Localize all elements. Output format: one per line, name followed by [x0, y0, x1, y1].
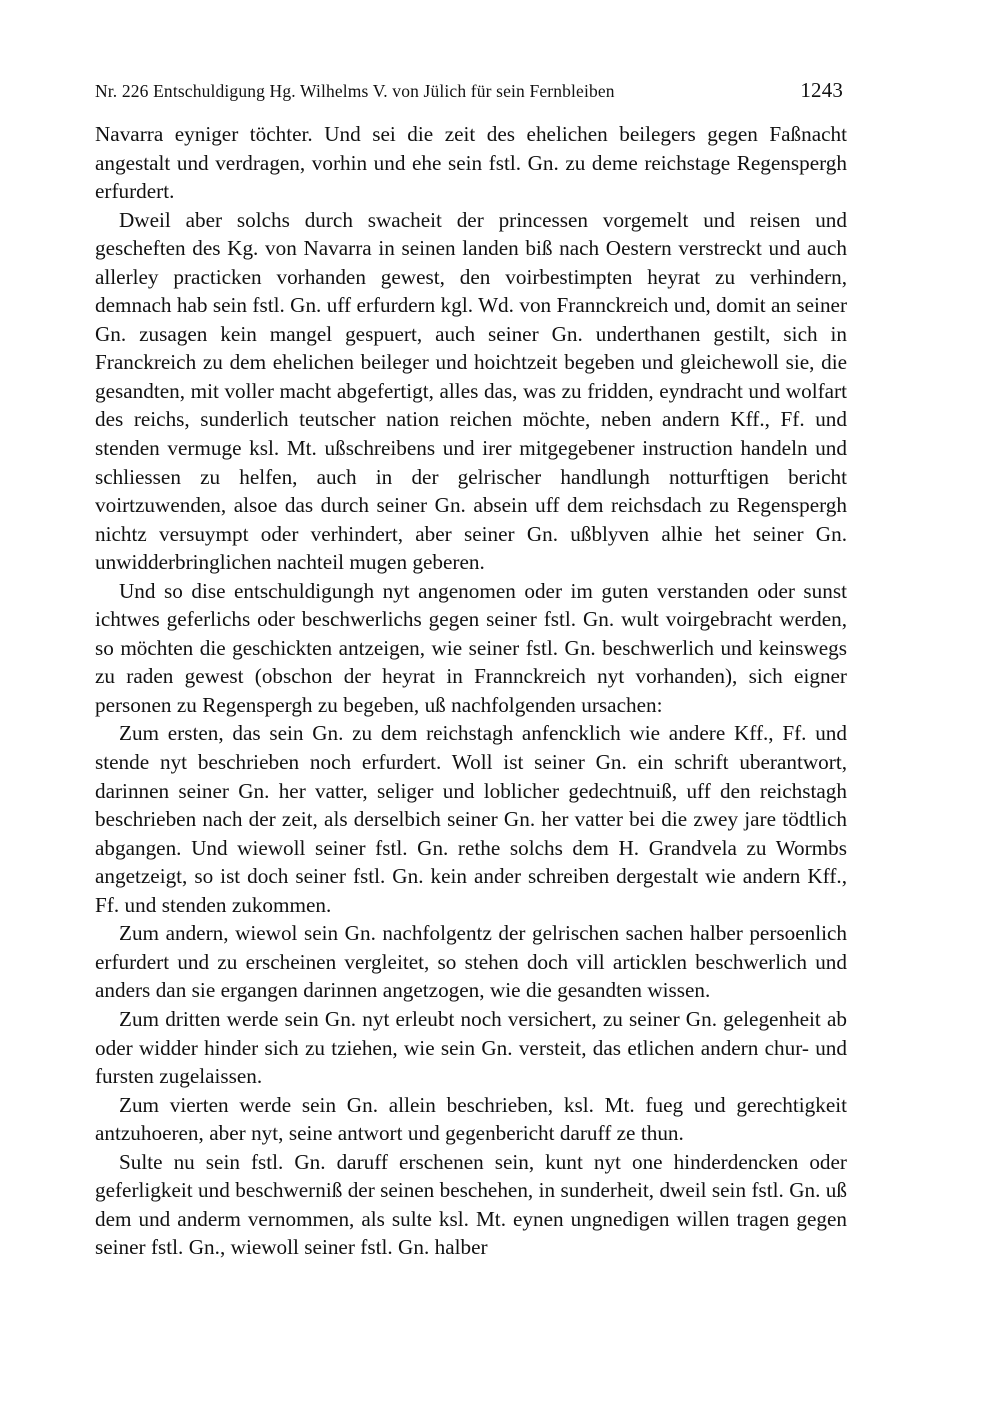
- running-head: [95, 78, 845, 103]
- paragraph-zum-vierten: Zum vierten werde sein Gn. allein beschrieben, ksl. Mt. fueg und gerechtigkeit antzuhoeren, aber nyt, seine antwort und gegenbericht daruff ze thun.: [95, 1092, 847, 1146]
- paragraph-dweil: Dweil aber solchs durch swacheit der princessen vorgemelt und reisen und gescheften des Kg. von Navarra in seinen landen biß nach Oestern verstreckt und auch allerley practicken vorhanden gewest, den voirbestimpten heyrat zu verhindern, demnach hab sein fstl. Gn. uff erfurdern kgl. Wd. von Frannckreich und, domit an seiner Gn. zusagen kein mangel gespuert, auch seiner Gn. underthanen gestilt, sich in Franckreich zu dem ehelichen beileger und hoichtzeit begeben und gleichewoll sie, die gesandten, mit voller macht abgefertigt, alles das, was zu fridden, eyndracht und wolfart des reichs, sunderlich teutscher nation reichen möchte, neben andern Kff., Ff. und stenden vermuge ksl. Mt. ußschreibens und irer mitgegebener instruction handeln und schliessen zu helfen, auch in der gelrischer handlungh notturftigen bericht voirtzuwenden, alsoe das durch seiner Gn. absein uff dem reichsdach zu Regenspergh nichtz versuympt oder verhindert, aber seiner Gn. ußblyven alhie het seiner Gn. unwidderbringlichen nachteil mugen geberen.: [95, 207, 847, 575]
- paragraph-sulte: Sulte nu sein fstl. Gn. daruff erschenen sein, kunt nyt one hinderdencken oder geferligkeit und beschwerniß der seinen beschehen, in sunderheit, dweil sein fstl. Gn. uß dem und anderm vernommen, als sulte ksl. Mt. eynen ungnedigen willen tragen gegen seiner fstl. Gn., wiewoll seiner fstl. Gn. halber: [95, 1149, 847, 1260]
- paragraph-zum-ersten: Zum ersten, das sein Gn. zu dem reichstagh anfencklich wie andere Kff., Ff. und stende nyt beschrieben noch erfurdert. Woll ist seiner Gn. ein schrift uberantwort, darinnen seiner Gn. her vatter, seliger und loblicher gedechtnuiß, uff den reichstagh beschrieben nach der zeit, als derselbich seiner Gn. her vatter bei die zwey jare tödtlich abgangen. Und wiewoll seiner fstl. Gn. rethe solchs dem H. Grandvela zu Wormbs angetzeigt, so ist doch seiner fstl. Gn. kein ander schreiben dergestalt wie andern Kff., Ff. und stenden zukommen.: [95, 721, 847, 917]
- running-head-title: Nr. 226 Entschuldigung Hg. Wilhelms V. von Jülich für sein Fernbleiben: [95, 81, 615, 101]
- paragraph-zum-andern: Zum andern, wiewol sein Gn. nachfolgentz der gelrischen sachen halber persoenlich erfurdert und zu erscheinen vergleitet, so stehen doch vill articklen beschwerlich und anders dan sie ergangen darinnen angetzogen, wie die gesandten wissen.: [95, 921, 847, 1003]
- paragraph-navarra: Navarra eyniger töchter. Und sei die zeit des ehelichen beilegers gegen Faßnacht angestalt und verdragen, vorhin und ehe sein fstl. Gn. zu deme reichstage Regenspergh erfurdert.: [95, 122, 847, 204]
- paragraph-zum-dritten: Zum dritten werde sein Gn. nyt erleubt noch versichert, zu seiner Gn. gelegenheit ab oder widder hinder sich zu tziehen, wie sein Gn. versteit, das etlichen andern chur- und fursten zugelaissen.: [95, 1006, 847, 1089]
- body-text: [95, 120, 847, 1262]
- paragraph-und-so: Und so dise entschuldigungh nyt angenomen oder im guten verstanden oder sunst ichtwes geferlichs oder beschwerlichs gegen seiner fstl. Gn. wult voirgebracht werden, so möchten die geschickten antzeigen, wie seiner fstl. Gn. beschwerlich und keinswegs zu raden gewest (obschon der heyrat in Frannckreich nyt vorhanden), sich eigner personen zu Regenspergh zu begeben, uß nachfolgenden ursachen:: [95, 578, 847, 717]
- page-number: 1243: [800, 78, 843, 102]
